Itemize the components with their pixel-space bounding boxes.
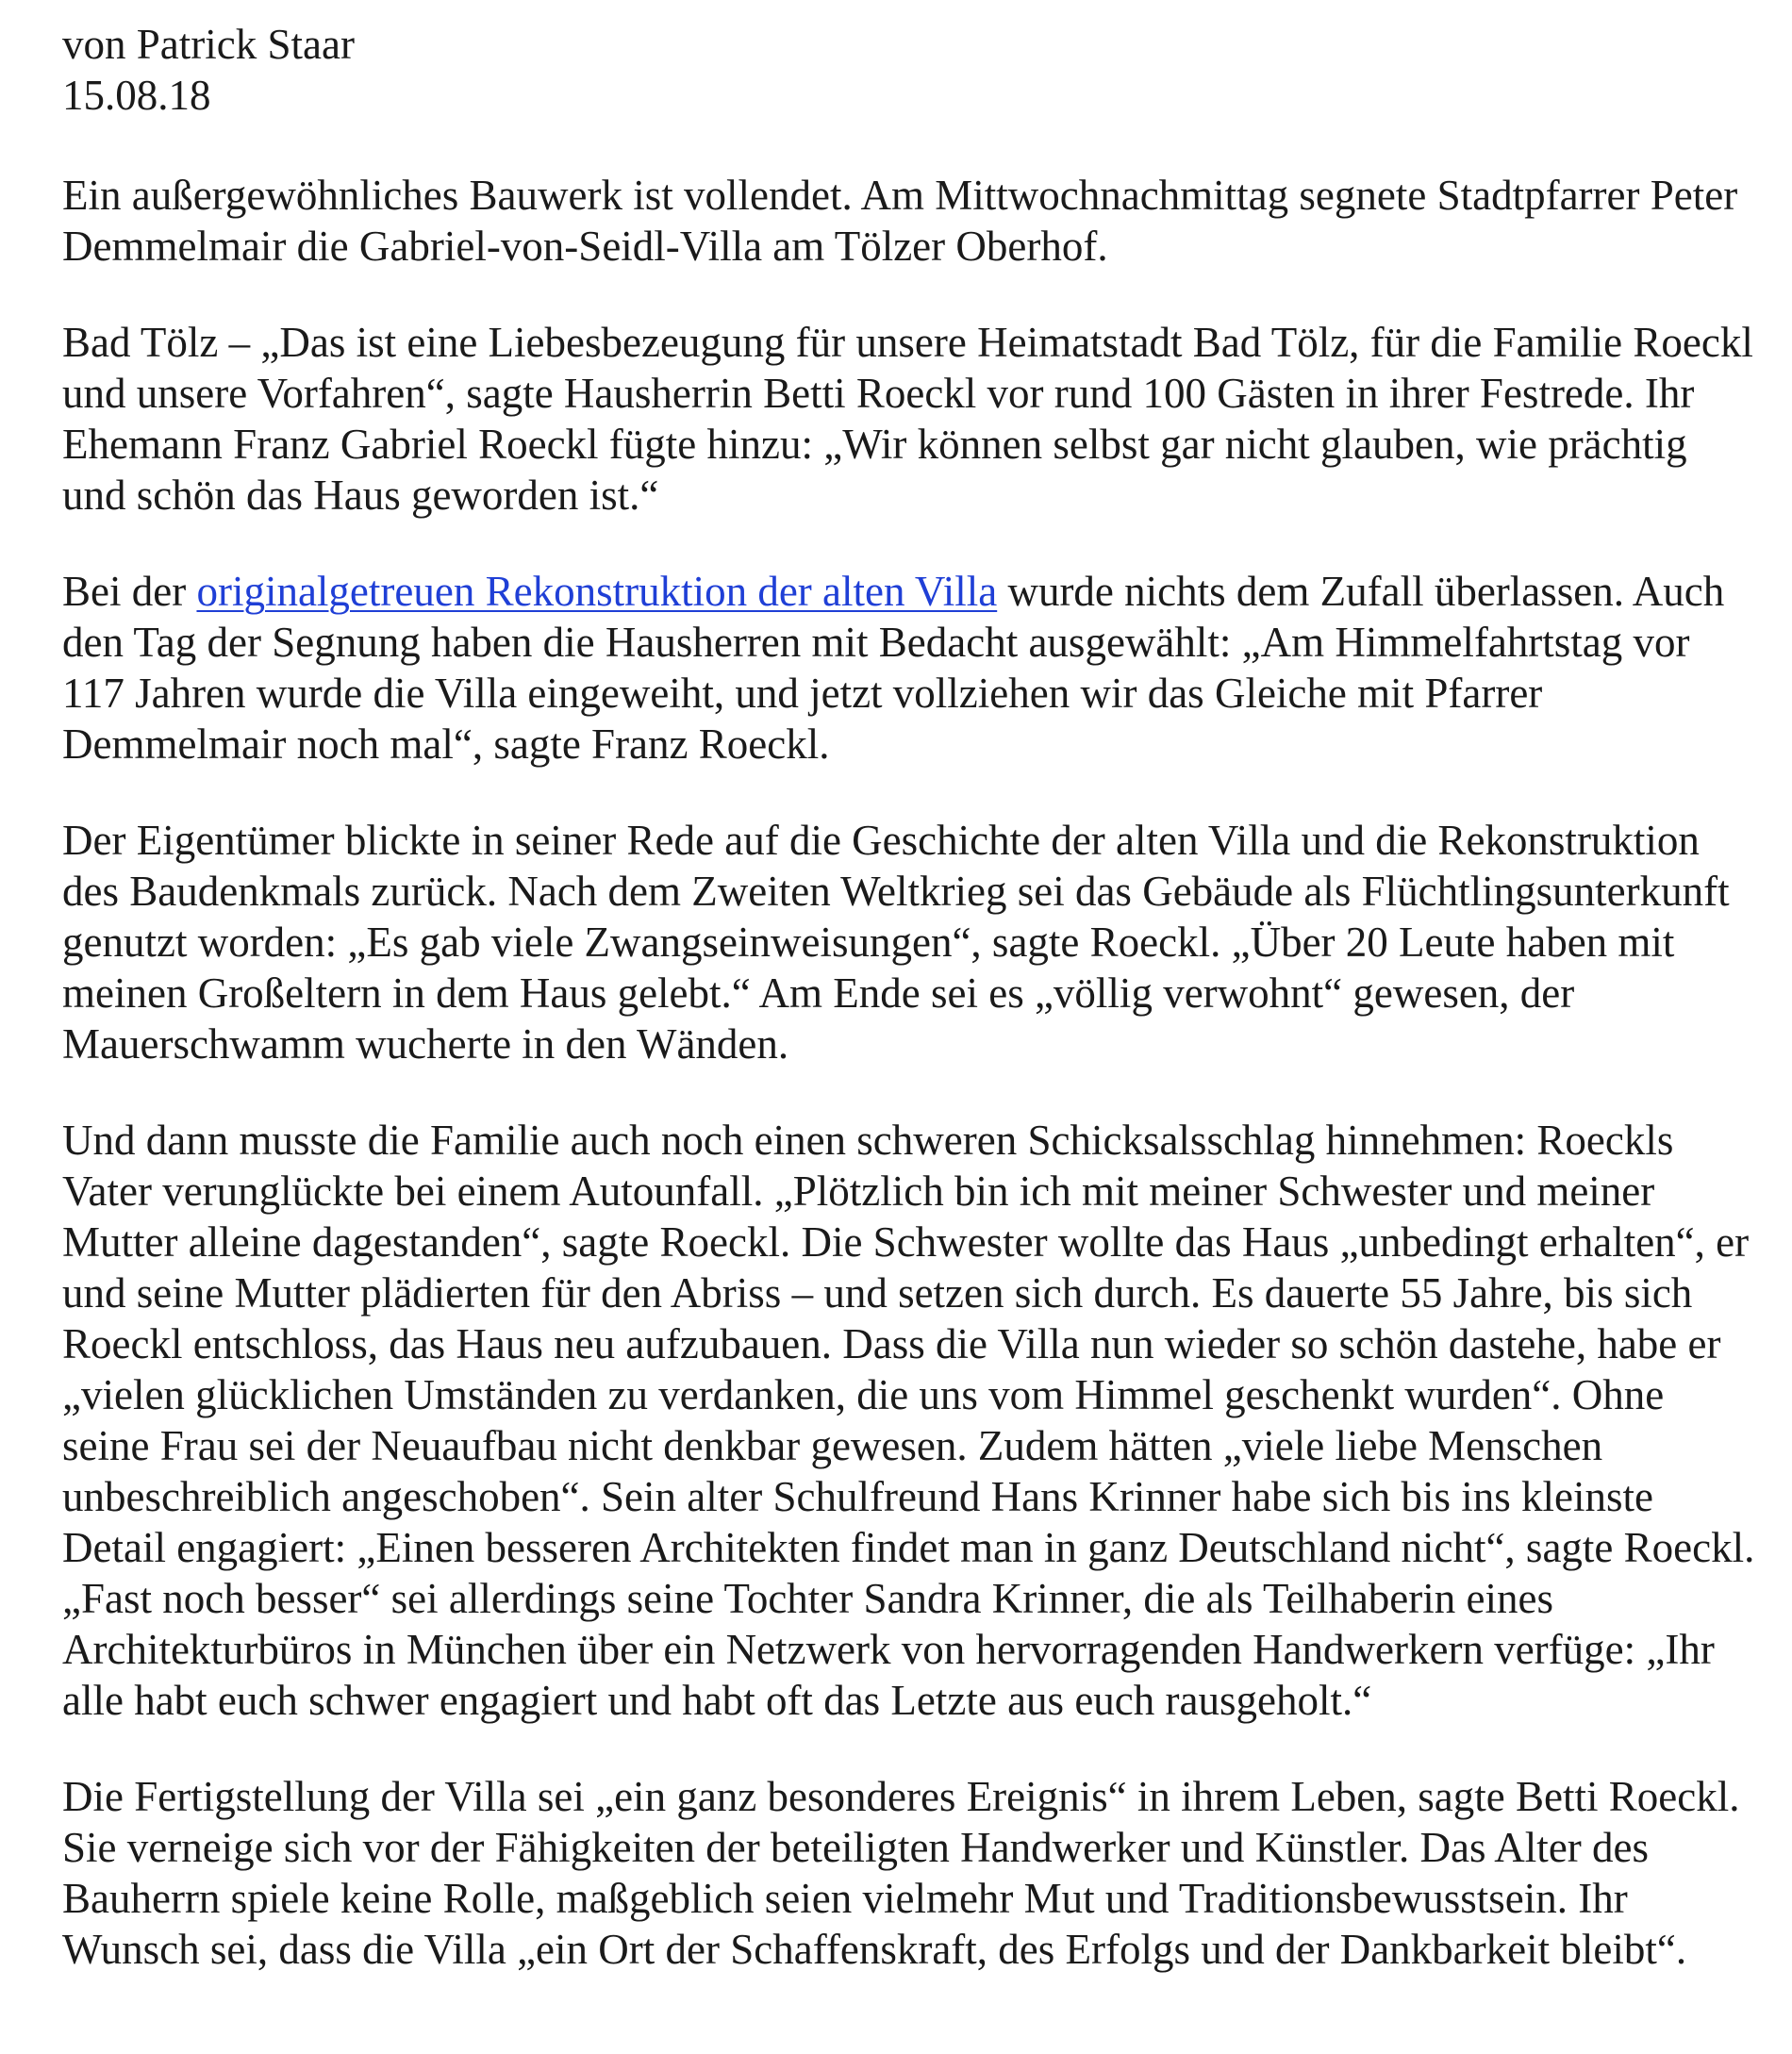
body-paragraph-with-link <box>62 566 1760 770</box>
paragraph-text-after-link: wurde nichts dem Zufall überlassen. Auch den Tag der Segnung haben die Hausherren mit Bedacht ausgewählt: „Am Himmelfahrtstag vor 117 Jahren wurde die Villa eingeweiht, und jetzt vollziehen wir das Gleiche mit Pfarrer Demmelmair noch mal“, sagte Franz Roeckl. <box>62 568 1725 768</box>
body-paragraph: Und dann musste die Familie auch noch einen schweren Schicksalsschlag hinnehmen: Roeckls Vater verunglückte bei einem Autounfall. „Plötzlich bin ich mit meiner Schwester und meiner Mutter alleine dagestanden“, sagte Roeckl. Die Schwester wollte das Haus „unbedingt erhalten“, er und seine Mutter plädierten für den Abriss – und setzen sich durch. Es dauerte 55 Jahre, bis sich Roeckl entschloss, das Haus neu aufzubauen. Dass die Villa nun wieder so schön dastehe, habe er „vielen glücklichen Umständen zu verdanken, die uns vom Himmel geschenkt wurden“. Ohne seine Frau sei der Neuaufbau nicht denkbar gewesen. Zudem hätten „viele liebe Menschen unbeschreiblich angeschoben“. Sein alter Schulfreund Hans Krinner habe sich bis ins kleinste Detail engagiert: „Einen besseren Architekten findet man in ganz Deutschland nicht“, sagte Roeckl. „Fast noch besser“ sei allerdings seine Tochter Sandra Krinner, die als Teilhaberin eines Architekturbüros in München über ein Netzwerk von hervorragenden Handwerkern verfüge: „Ihr alle habt euch schwer engagiert und habt oft das Letzte aus euch rausgeholt.“ <box>62 1117 1755 1724</box>
reconstruction-article-link[interactable]: originalgetreuen Rekonstruktion der alten Villa <box>196 568 998 615</box>
publish-date: 15.08.18 <box>62 72 211 119</box>
body-paragraph: Bad Tölz – „Das ist eine Liebesbezeugung für unsere Heimatstadt Bad Tölz, für die Familie Roeckl und unsere Vorfahren“, sagte Hausherrin Betti Roeckl vor rund 100 Gästen in ihrer Festrede. Ihr Ehemann Franz Gabriel Roeckl fügte hinzu: „Wir können selbst gar nicht glauben, wie prächtig und schön das Haus geworden ist.“ <box>62 319 1753 519</box>
closing-paragraph: Die Fertigstellung der Villa sei „ein ganz besonderes Ereignis“ in ihrem Leben, sagte Betti Roeckl. Sie verneige sich vor der Fähigkeiten der beteiligten Handwerker und Künstler. Das Alter des Bauherrn spiele keine Rolle, maßgeblich seien vielmehr Mut und Traditionsbewusstsein. Ihr Wunsch sei, dass die Villa „ein Ort der Schaffenskraft, des Erfolgs und der Dankbarkeit bleibt“. <box>62 1773 1740 1973</box>
lead-paragraph: Ein außergewöhnliches Bauwerk ist vollendet. Am Mittwochnachmittag segnete Stadtpfarrer Peter Demmelmair die Gabriel-von-Seidl-Villa am Tölzer Oberhof. <box>62 172 1738 270</box>
author-line: von Patrick Staar <box>62 21 355 68</box>
paragraph-text-before-link: Bei der <box>62 568 197 615</box>
article <box>62 19 1760 2020</box>
body-paragraph: Der Eigentümer blickte in seiner Rede auf die Geschichte der alten Villa und die Rekonstruktion des Baudenkmals zurück. Nach dem Zweiten Weltkrieg sei das Gebäude als Flüchtlingsunterkunft genutzt worden: „Es gab viele Zwangseinweisungen“, sagte Roeckl. „Über 20 Leute haben mit meinen Großeltern in dem Haus gelebt.“ Am Ende sei es „völlig verwohnt“ gewesen, der Mauerschwamm wucherte in den Wänden. <box>62 817 1730 1068</box>
byline <box>62 19 1760 121</box>
